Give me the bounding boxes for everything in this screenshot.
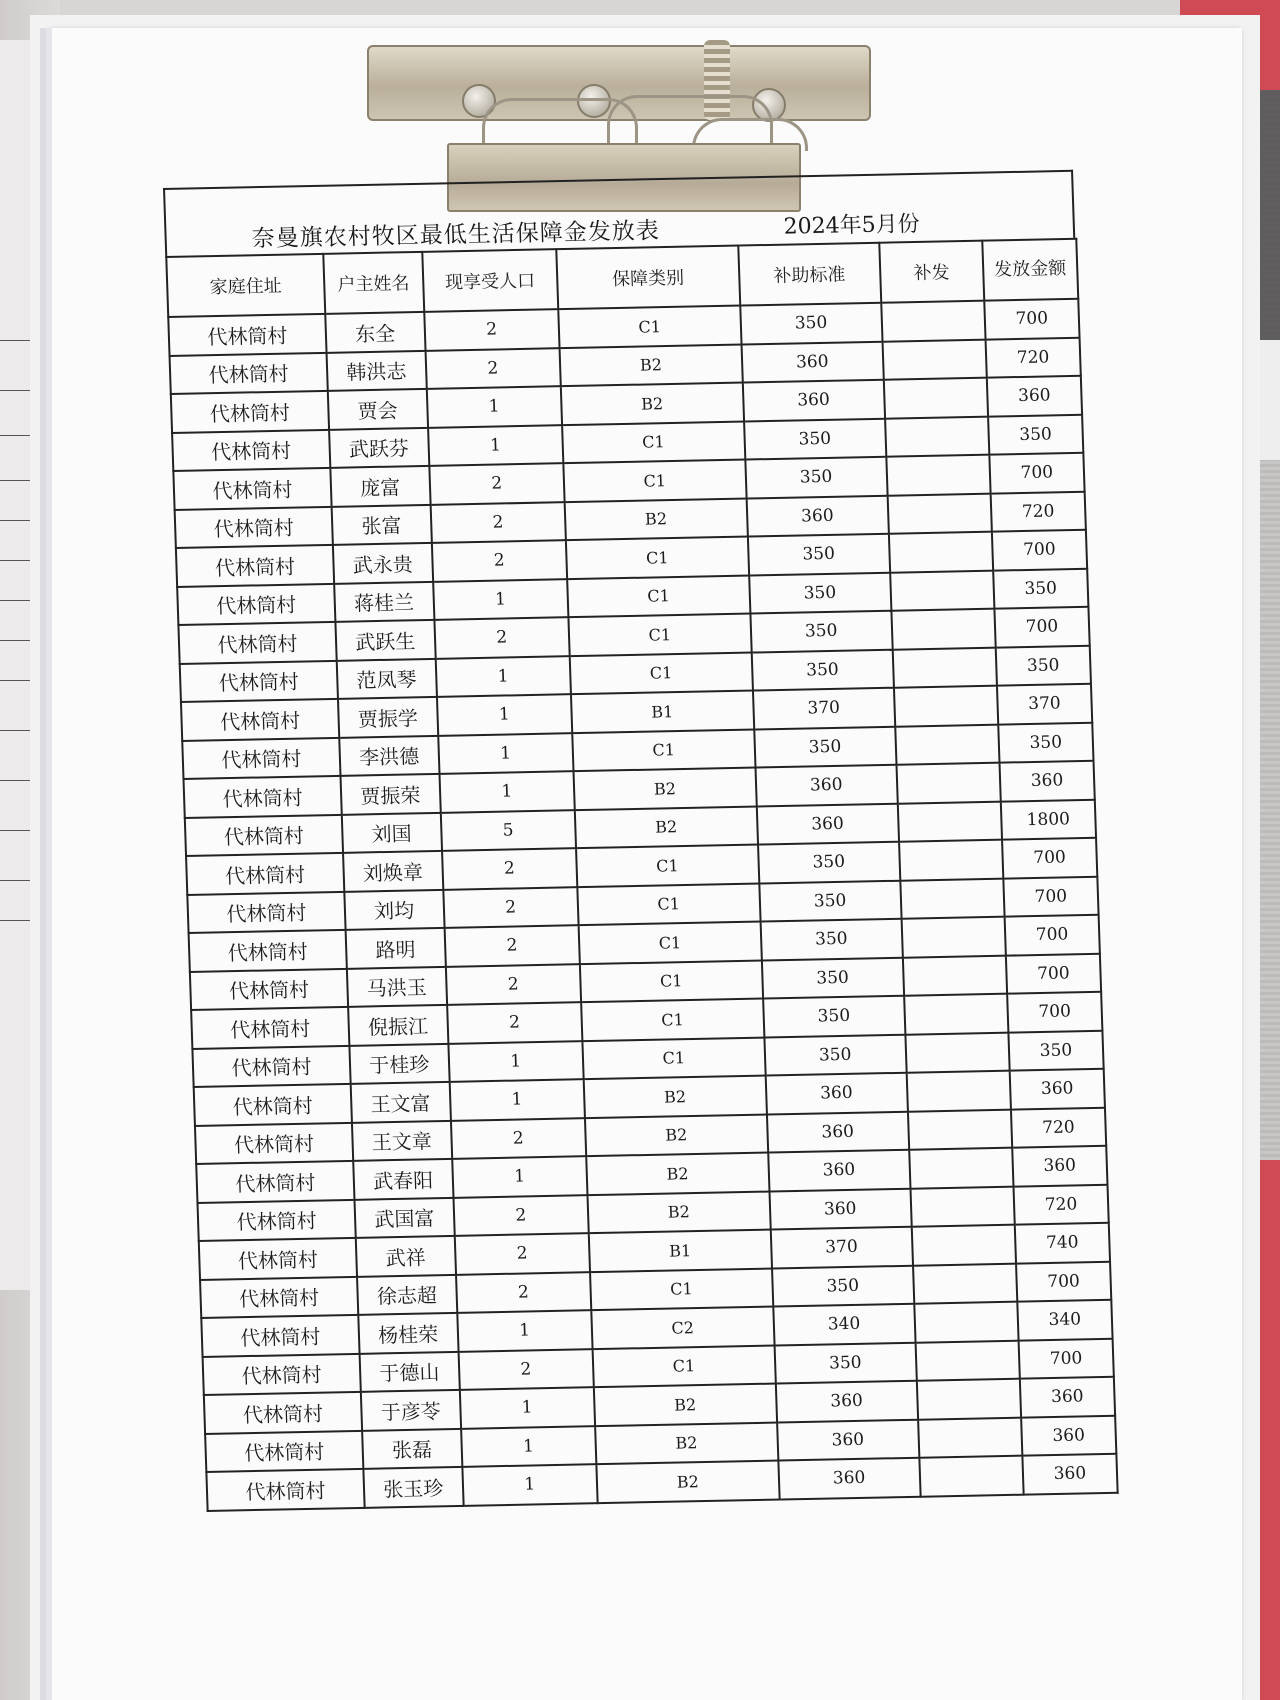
cell-supplement [886,455,990,496]
cell-standard: 350 [754,726,896,767]
cell-name: 杨桂荣 [358,1313,458,1353]
cell-people: 2 [454,1233,590,1274]
cell-standard: 360 [775,1381,917,1422]
cell-standard: 360 [755,765,897,806]
cell-amount: 350 [988,414,1083,454]
cell-standard: 350 [747,534,889,575]
cell-supplement [909,1148,1013,1189]
cell-name: 东全 [325,312,425,352]
cell-people: 2 [443,887,579,928]
cell-amount: 700 [1002,838,1097,878]
cell-people: 1 [426,386,562,427]
cell-supplement [904,994,1008,1035]
cell-people: 1 [448,1041,584,1082]
cell-people: 1 [439,771,575,812]
cell-amount: 700 [1004,915,1099,955]
cell-name: 刘焕章 [343,851,443,891]
cell-address: 代林筒村 [195,1122,353,1164]
cell-amount: 350 [996,645,1091,685]
cell-people: 5 [440,810,576,851]
cell-standard: 350 [740,303,882,344]
cell-address: 代林筒村 [172,429,330,471]
cell-address: 代林筒村 [200,1276,358,1318]
cell-name: 武跃芬 [329,427,429,467]
cell-address: 代林筒村 [201,1315,359,1357]
cell-address: 代林筒村 [205,1430,363,1472]
cell-standard: 350 [760,919,902,960]
allowance-table [165,238,1118,1512]
cell-standard: 350 [750,611,892,652]
cell-amount: 360 [1012,1146,1107,1186]
cell-standard: 360 [756,803,898,844]
cell-people: 1 [436,694,572,735]
cell-address: 代林筒村 [176,545,334,587]
header-amount: 发放金额 [982,239,1078,301]
cell-address: 代林筒村 [204,1392,362,1434]
cell-address: 代林筒村 [203,1353,361,1395]
cell-address: 代林筒村 [187,891,345,933]
cell-name: 李洪德 [339,735,439,775]
cell-standard: 360 [777,1419,919,1460]
cell-supplement [890,570,994,611]
allowance-table-document [163,170,1117,1512]
cell-people: 2 [447,1002,583,1043]
cell-amount: 350 [998,722,1093,762]
cell-name: 马洪玉 [347,966,447,1006]
cell-category: B2 [565,498,748,540]
cell-people: 2 [445,964,581,1005]
cell-category: B2 [587,1191,770,1233]
header-name: 户主姓名 [323,252,424,314]
cell-address: 代林筒村 [199,1238,357,1280]
cell-people: 1 [449,1079,585,1120]
cell-supplement [894,686,998,727]
document-title: 奈曼旗农村牧区最低生活保障金发放表 [251,218,661,253]
cell-address: 代林筒村 [170,352,328,394]
cell-name: 韩洪志 [326,350,426,390]
cell-supplement [917,1379,1021,1420]
cell-name: 贾振学 [338,697,438,737]
document-date: 2024年5月份 [783,211,921,240]
cell-standard: 340 [773,1304,915,1345]
cell-supplement [919,1456,1023,1497]
cell-name: 武国富 [354,1197,454,1237]
cell-category: C1 [572,729,755,771]
cell-standard: 350 [763,996,905,1037]
cell-category: B2 [575,806,758,848]
header-people: 现享受人口 [422,249,558,312]
cell-people: 1 [452,1156,588,1197]
cell-name: 范凤琴 [337,658,437,698]
cell-people: 1 [457,1310,593,1351]
header-category: 保障类别 [556,246,740,310]
cell-standard: 350 [774,1342,916,1383]
cell-standard: 370 [770,1227,912,1268]
cell-category: C1 [567,575,750,617]
cell-standard: 360 [778,1458,920,1499]
cell-address: 代林筒村 [180,660,338,702]
cell-supplement [892,647,996,688]
cell-people: 2 [442,848,578,889]
cell-name: 张磊 [362,1428,462,1468]
cell-standard: 350 [758,842,900,883]
cell-supplement [882,339,986,380]
cell-address: 代林筒村 [168,314,326,356]
cell-category: C1 [562,421,745,463]
cell-amount: 720 [1013,1184,1108,1224]
cell-people: 1 [459,1387,595,1428]
cell-amount: 1800 [1001,799,1096,839]
cell-amount: 340 [1017,1300,1112,1340]
cell-address: 代林筒村 [173,468,331,510]
cell-standard: 350 [749,572,891,613]
cell-name: 蒋桂兰 [334,581,434,621]
cell-amount: 700 [1003,876,1098,916]
cell-standard: 350 [744,418,886,459]
cell-address: 代林筒村 [175,506,333,548]
cell-name: 刘均 [344,889,444,929]
cell-name: 武跃生 [335,620,435,660]
cell-supplement [895,724,999,765]
cell-name: 张富 [332,504,432,544]
header-address: 家庭住址 [166,254,325,317]
cell-category: C1 [580,960,763,1002]
header-supplement: 补发 [879,241,984,303]
cell-people: 2 [444,925,580,966]
cell-address: 代林筒村 [189,930,347,972]
cell-name: 王文章 [352,1120,452,1160]
cell-name: 贾振荣 [340,774,440,814]
cell-name: 庞富 [330,466,430,506]
cell-people: 2 [456,1272,592,1313]
cell-supplement [891,609,995,650]
cell-people: 1 [462,1464,598,1505]
cell-category: B2 [584,1076,767,1118]
cell-people: 2 [453,1195,589,1236]
cell-standard: 360 [742,380,884,421]
cell-standard: 350 [764,1034,906,1075]
cell-name: 倪振江 [348,1005,448,1045]
cell-category: B2 [595,1422,778,1464]
cell-category: C1 [570,652,753,694]
cell-name: 武永贵 [333,543,433,583]
cell-supplement [908,1109,1012,1150]
cell-people: 1 [433,579,569,620]
cell-amount: 350 [993,568,1088,608]
cell-amount: 720 [985,337,1080,377]
cell-address: 代林筒村 [186,853,344,895]
cell-amount: 360 [1009,1069,1104,1109]
cell-people: 1 [428,425,564,466]
cell-people: 1 [461,1426,597,1467]
cell-address: 代林筒村 [184,776,342,818]
cell-people: 2 [430,502,566,543]
cell-amount: 700 [992,530,1087,570]
cell-supplement [913,1263,1017,1304]
cell-category: C1 [576,845,759,887]
cell-name: 贾会 [328,389,428,429]
cell-supplement [884,378,988,419]
cell-category: C1 [590,1268,773,1310]
cell-category: B2 [561,383,744,425]
header-standard: 补助标准 [738,243,881,306]
cell-standard: 360 [765,1073,907,1114]
cell-standard: 350 [759,880,901,921]
cell-category: C1 [558,306,741,348]
cell-amount: 350 [1008,1030,1103,1070]
cell-amount: 360 [1020,1377,1115,1417]
cell-address: 代林筒村 [197,1199,355,1241]
cell-name: 张玉珍 [363,1467,463,1507]
cell-name: 刘国 [342,812,442,852]
cell-standard: 350 [745,457,887,498]
cell-category: B2 [559,344,742,386]
cell-supplement [918,1417,1022,1458]
cell-amount: 360 [999,761,1094,801]
cell-category: C1 [582,1037,765,1079]
cell-category: B1 [571,691,754,733]
cell-address: 代林筒村 [191,1007,349,1049]
cell-category: B1 [589,1230,772,1272]
cell-supplement [899,840,1003,881]
cell-address: 代林筒村 [194,1084,352,1126]
cell-address: 代林筒村 [181,699,339,741]
cell-supplement [887,493,991,534]
cell-address: 代林筒村 [185,814,343,856]
cell-address: 代林筒村 [171,391,329,433]
cell-name: 于德山 [359,1351,459,1391]
cell-name: 徐志超 [357,1274,457,1314]
cell-supplement [911,1225,1015,1266]
cell-standard: 360 [769,1188,911,1229]
cell-supplement [905,1032,1009,1073]
cell-people: 1 [435,656,571,697]
cell-people: 2 [425,348,561,389]
cell-standard: 360 [746,495,888,536]
cell-amount: 740 [1015,1223,1110,1263]
cell-supplement [915,1340,1019,1381]
cell-category: C1 [581,999,764,1041]
cell-people: 2 [431,540,567,581]
cell-people: 2 [429,463,565,504]
cell-category: C2 [591,1307,774,1349]
cell-category: C1 [579,922,762,964]
cell-supplement [910,1186,1014,1227]
cell-category: B2 [594,1384,777,1426]
cell-amount: 360 [987,376,1082,416]
cell-supplement [896,763,1000,804]
cell-address: 代林筒村 [196,1161,354,1203]
cell-supplement [889,532,993,573]
cell-name: 武祥 [356,1236,456,1276]
cell-amount: 700 [1006,953,1101,993]
cell-supplement [900,878,1004,919]
cell-standard: 350 [772,1265,914,1306]
cell-standard: 350 [761,957,903,998]
cell-category: C1 [563,460,746,502]
cell-amount: 700 [1007,992,1102,1032]
cell-people: 1 [438,733,574,774]
cell-name: 于彦苓 [361,1390,461,1430]
cell-name: 路明 [345,928,445,968]
cell-category: B2 [596,1461,779,1503]
cell-supplement [914,1302,1018,1343]
cell-standard: 360 [766,1111,908,1152]
cell-amount: 370 [997,684,1092,724]
cell-amount: 700 [994,607,1089,647]
cell-name: 武春阳 [353,1159,453,1199]
cell-address: 代林筒村 [182,737,340,779]
cell-amount: 360 [1022,1454,1117,1494]
cell-standard: 360 [741,341,883,382]
cell-people: 2 [458,1349,594,1390]
cell-people: 2 [424,309,560,350]
cell-address: 代林筒村 [206,1469,364,1511]
cell-supplement [906,1071,1010,1112]
cell-category: C1 [577,883,760,925]
cell-name: 于桂珍 [349,1043,449,1083]
cell-name: 王文富 [351,1082,451,1122]
cell-address: 代林筒村 [177,583,335,625]
cell-supplement [885,416,989,457]
cell-address: 代林筒村 [190,968,348,1010]
cell-category: C1 [566,537,749,579]
cell-supplement [881,301,985,342]
cell-address: 代林筒村 [192,1045,350,1087]
cell-amount: 720 [1011,1107,1106,1147]
cell-people: 2 [434,617,570,658]
cell-category: B2 [573,768,756,810]
cell-category: B2 [586,1153,769,1195]
cell-supplement [901,917,1005,958]
cell-amount: 700 [989,453,1084,493]
cell-standard: 350 [751,649,893,690]
cell-amount: 720 [990,491,1085,531]
cell-amount: 360 [1021,1415,1116,1455]
cell-category: B2 [585,1114,768,1156]
cell-supplement [897,801,1001,842]
cell-amount: 700 [1018,1338,1113,1378]
cell-supplement [903,955,1007,996]
cell-category: C1 [568,614,751,656]
cell-amount: 700 [1016,1261,1111,1301]
cell-standard: 360 [768,1150,910,1191]
cell-people: 2 [450,1118,586,1159]
cell-category: C1 [593,1345,776,1387]
cell-standard: 370 [752,688,894,729]
cell-address: 代林筒村 [178,622,336,664]
cell-amount: 700 [984,299,1079,339]
